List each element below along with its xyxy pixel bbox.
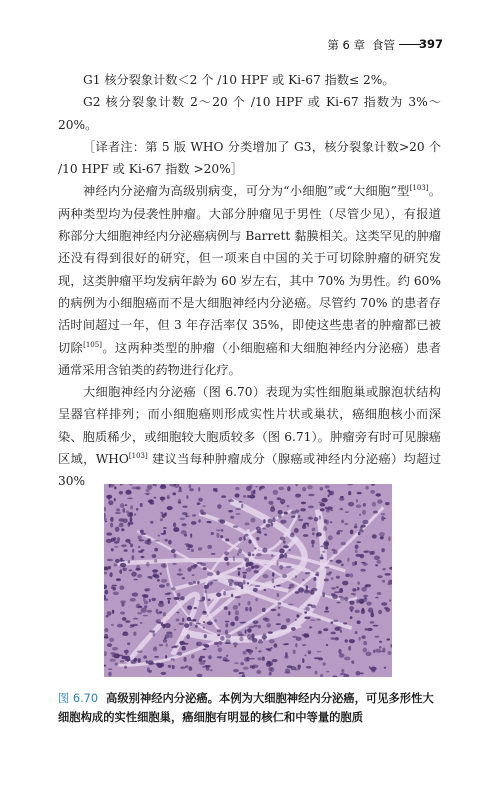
histology-micrograph: [104, 484, 392, 677]
paragraph-text: 建议当每种肿瘤成分（腺癌或神经内分泌癌）均超过 30%: [58, 452, 442, 489]
paragraph-large-cell: [58, 381, 441, 492]
page-number: 397: [418, 37, 443, 51]
grade-g2-line: G2 核分裂象计数 2～20 个 /10 HPF 或 Ki-67 指数为 3%～20%。: [58, 95, 441, 132]
figure-title: 高级别神经内分泌癌。本例为大细胞神经内分泌癌，可见多形性大细胞构成的实性细胞巢，癌细胞有明显的核仁和中等量的胞质: [58, 692, 434, 724]
chapter-label: 第 6 章: [327, 38, 365, 52]
figure-label: 图 6.70: [58, 692, 99, 705]
paragraph-text: 。这两种类型的肿瘤（小细胞癌和大细胞神经内分泌癌）患者通常采用含铂类的药物进行化疗。: [58, 340, 442, 377]
citation-ref: [103]: [128, 451, 148, 460]
paragraph-text: 。两种类型均为侵袭性肿瘤。大部分肿瘤见于男性（尽管少见），有报道称部分大细胞神经内分泌癌病例与 Barrett 黏膜相关。这类罕见的肿瘤还没有得到很好的研究，但一项来自中国的关于可切除肿瘤的研究发现，这类肿瘤平均发病年龄为 60 岁左右，其中 70% 为男性。约 60% 的病例为小细胞癌而不是大细胞神经内分泌癌。尽管约 70% 的患者存活时间超过一年，但 3 年存活率仅 35%，即使这些患者的肿瘤都已被切除: [58, 184, 441, 355]
section-label: 食管: [372, 38, 395, 52]
figure-caption: [58, 689, 441, 727]
paragraph-text: 神经内分泌瘤为高级别病变，可分为“小细胞”或“大细胞”型: [83, 184, 410, 199]
histology-image: [104, 484, 392, 677]
citation-ref: [103]: [409, 184, 429, 193]
citation-ref: [105]: [83, 340, 102, 349]
paragraph-neuroendocrine-carcinoma: [58, 180, 441, 381]
header-rule: [399, 44, 421, 45]
paragraph-text: 大细胞神经内分泌癌（图 6.70）表现为实性细胞巢或腺泡状结构呈器官样排列；而小细胞癌则形成实性片状或巢状，癌细胞核小而深染、胞质稀少，或细胞较大胞质较多（图 6.71）。肿瘤旁有时可见腺癌区域，WHO: [58, 385, 441, 467]
running-header: [0, 37, 487, 57]
grade-g1-line: G1 核分裂象计数＜2 个 /10 HPF 或 Ki-67 指数≤ 2%。: [83, 73, 395, 87]
translator-note: ［译者注：第 5 版 WHO 分类增加了 G3，核分裂象计数>20 个 /10 HPF 或 Ki-67 指数 >20%］: [58, 139, 441, 177]
body-text: [58, 69, 441, 493]
